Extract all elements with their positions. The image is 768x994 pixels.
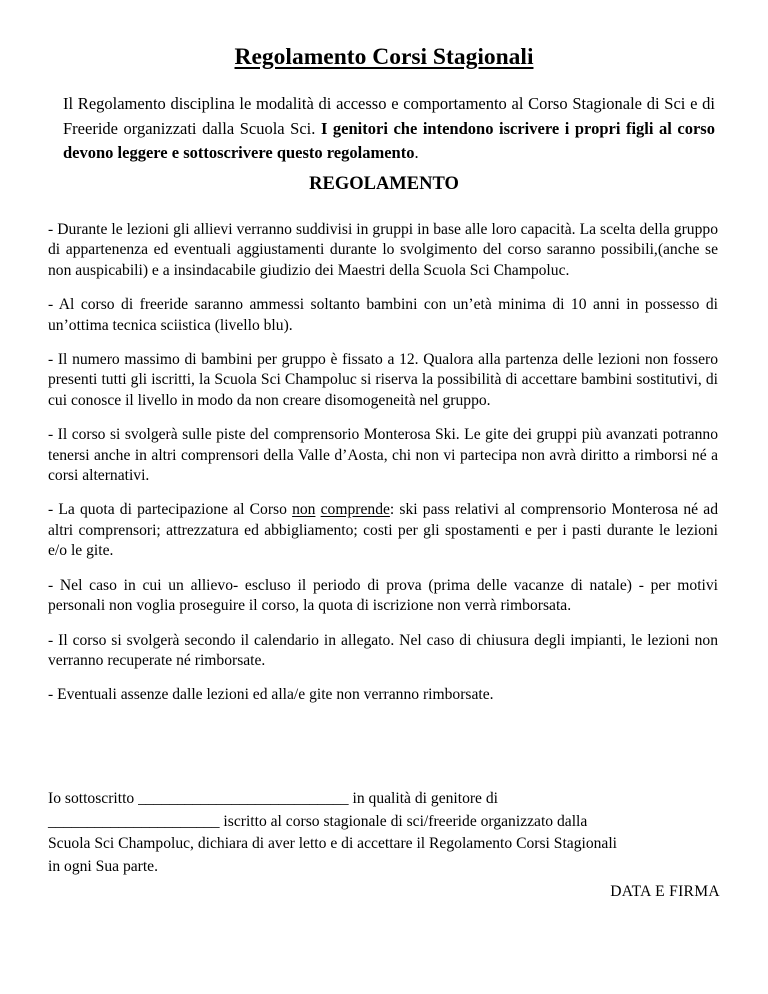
declaration-line: Io sottoscritto ___________________________ in qualità di genitore di — [48, 790, 499, 807]
page-title: Regolamento Corsi Stagionali — [234, 44, 534, 70]
rule-item: - Il corso si svolgerà sulle piste del comprensorio Monterosa Ski. Le gite dei gruppi più avanzati potranno tenersi anche in altri comprensori della Valle d’Aosta, chi non vi partecipa non avrà diritto a rimborsi né a corsi alternativi. — [48, 426, 718, 485]
intro-end: . — [414, 143, 419, 162]
rule-text: : ski pass relativi al comprensorio Monterosa né ad altri comprensori; attrezzatura ed abbigliamento; costi per gli spostamenti e per i pasti durante le lezioni e/o le gite. — [48, 501, 718, 560]
intro-text: Il Regolamento disciplina le modalità di accesso e comportamento al Corso Stagionale di Sci e di Freeride organizzati dalla Scuola Sci. — [63, 94, 715, 138]
declaration-line: Scuola Sci Champoluc, dichiara di aver letto e di accettare il Regolamento Corsi Stagionali — [48, 835, 618, 852]
rules-list — [48, 220, 718, 720]
section-heading: REGOLAMENTO — [309, 174, 459, 194]
rule-item: - Al corso di freeride saranno ammessi soltanto bambini con un’età minima di 10 anni in possesso di un’ottima tecnica sciistica (livello blu). — [48, 296, 718, 334]
underlined-text: non — [292, 501, 316, 519]
declaration-block — [48, 788, 728, 878]
rule-item: - Il corso si svolgerà secondo il calendario in allegato. Nel caso di chiusura degli impianti, le lezioni non verranno recuperate né rimborsate. — [48, 631, 718, 669]
declaration-line: ______________________ iscritto al corso stagionale di sci/freeride organizzato dalla — [48, 812, 588, 830]
underlined-text: comprende — [320, 501, 390, 519]
rule-item: - Nel caso in cui un allievo- escluso il periodo di prova (prima delle vacanze di natale) - per motivi personali non voglia proseguire il corso, la quota di iscrizione non verrà rimborsata. — [48, 576, 718, 615]
rule-text: - La quota di partecipazione al Corso — [48, 501, 293, 519]
rule-item: - Eventuali assenze dalle lezioni ed alla/e gite non verranno rimborsate. — [48, 686, 494, 704]
rule-item: - Durante le lezioni gli allievi verranno suddivisi in gruppi in base alle loro capacità. La scelta della gruppo di appartenenza ed eventuali aggiustamenti durante lo svolgimento del corso saranno possibili,(anche se non auspicabili) e a insindacabile giudizio dei Maestri della Scuola Sci Champoluc. — [48, 221, 718, 279]
declaration-line: in ogni Sua parte. — [48, 857, 159, 875]
intro-bold-text: I genitori che intendono iscrivere i propri figli al corso devono leggere e sottoscrivere questo regolamento — [63, 118, 715, 162]
rule-item — [48, 500, 718, 561]
signature-label: DATA E FIRMA — [610, 883, 720, 900]
intro-paragraph — [63, 92, 715, 166]
rule-item: - Il numero massimo di bambini per gruppo è fissato a 12. Qualora alla partenza delle lezioni non fossero presenti tutti gli iscritti, la Scuola Sci Champoluc si riserva la possibilità di accettare bambini sostitutivi, di cui conosce il livello in modo da non creare disomogeneità nel gruppo. — [48, 351, 718, 409]
